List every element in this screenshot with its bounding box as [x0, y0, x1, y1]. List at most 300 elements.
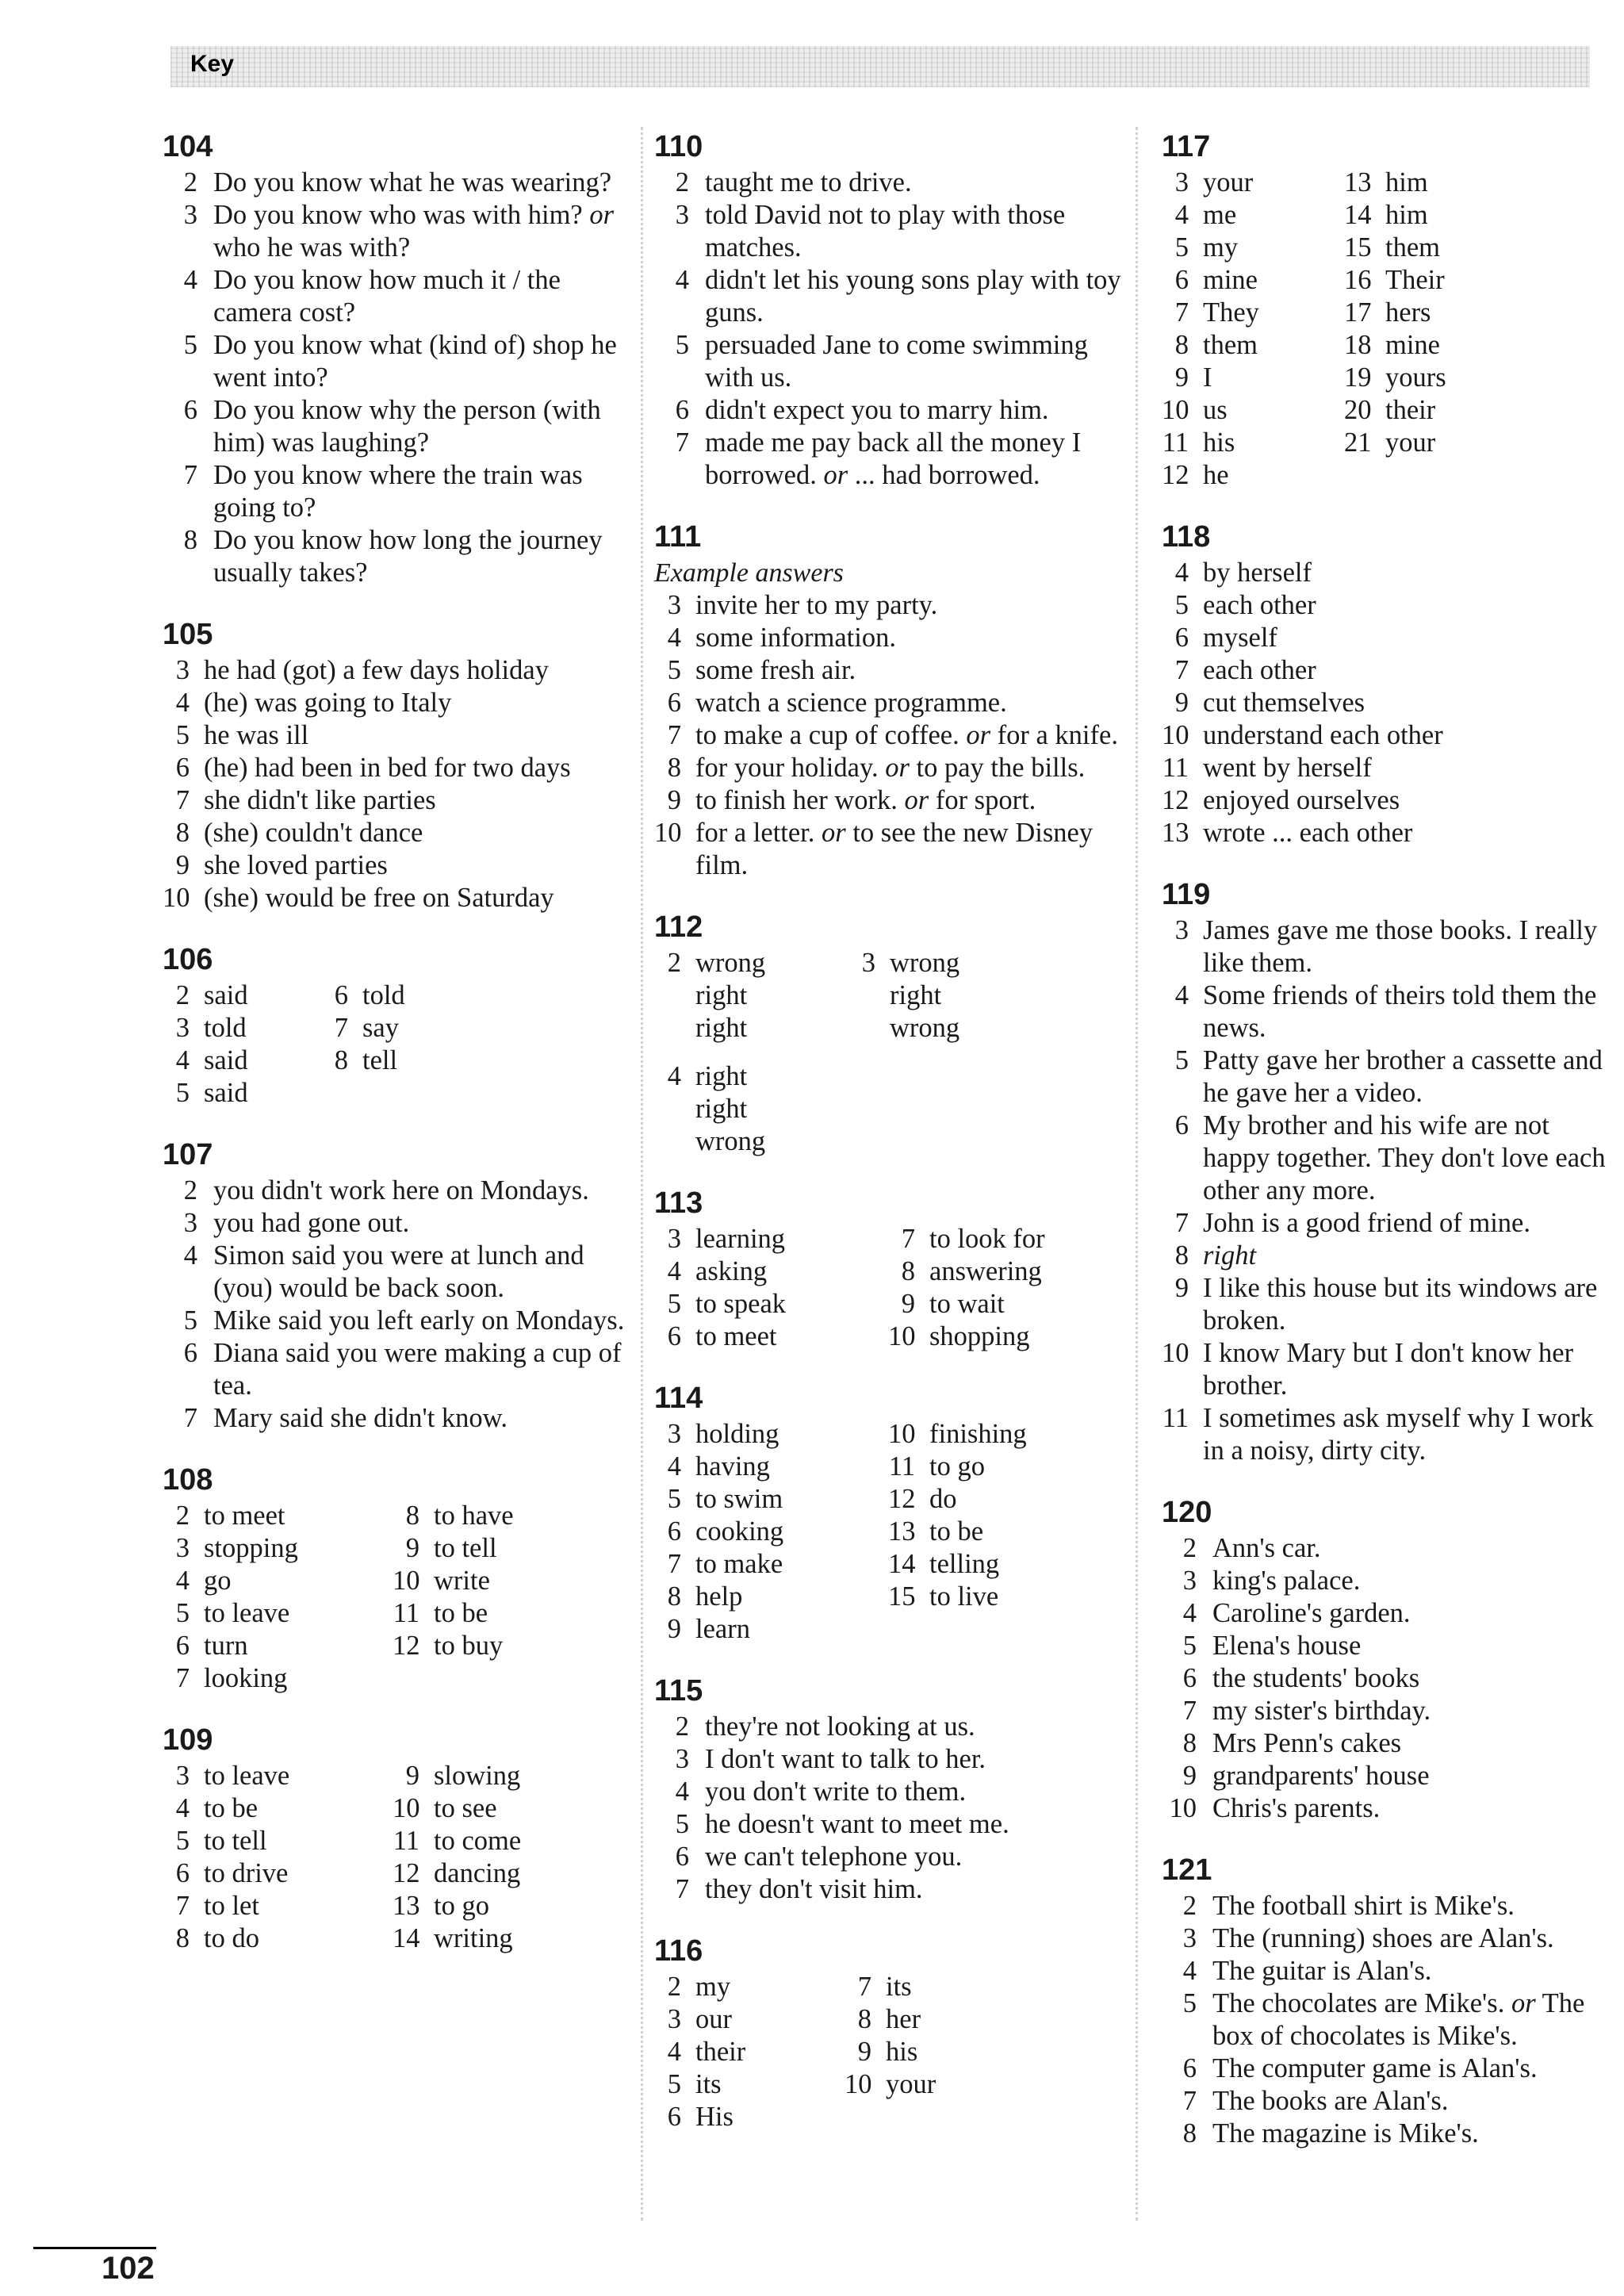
answer-text: Ann's car. [1212, 1533, 1321, 1563]
answer-item [1162, 1630, 1618, 1662]
answer-item [1162, 1890, 1618, 1922]
answer-number: 2 [183, 167, 197, 197]
answer-number: 16 [1344, 265, 1372, 295]
answer-number: 5 [675, 330, 689, 360]
exercise-section [654, 1646, 1130, 1906]
answer-item [1162, 817, 1618, 849]
answer-item [1162, 232, 1344, 264]
answer-item [654, 817, 1130, 882]
answer-item [163, 329, 638, 394]
answer-item [654, 1841, 1130, 1873]
answer-text: Diana said you were making a cup of tea. [213, 1338, 622, 1401]
answer-number: 7 [857, 1972, 871, 2002]
answer-item [654, 1288, 888, 1320]
answer-item [654, 394, 1130, 427]
answer-text: hers [1385, 297, 1431, 328]
answer-item [1162, 1727, 1618, 1760]
answer-number: 12 [1162, 460, 1189, 490]
answer-number: 6 [675, 1842, 689, 1872]
answer-item [163, 1792, 393, 1825]
answer-number: 2 [1182, 1533, 1197, 1563]
answer-number: 10 [393, 1793, 420, 1823]
answer-item [393, 1565, 622, 1597]
answer-number: 3 [1174, 167, 1189, 197]
answer-number: 8 [1174, 330, 1189, 360]
answer-number: 9 [1182, 1761, 1197, 1791]
answer-number: 7 [1182, 1696, 1197, 1726]
answer-text: to tell [204, 1826, 267, 1856]
column-divider [641, 127, 643, 2221]
answer-number: 6 [1174, 623, 1189, 653]
answer-text: I don't want to talk to her. [705, 1744, 986, 1774]
answer-item [1344, 394, 1526, 427]
answer-text: your [1385, 427, 1436, 458]
answer-text: wrong [695, 1126, 766, 1156]
answer-number: 2 [675, 1711, 689, 1742]
section-gap [1162, 1825, 1618, 1842]
answer-number: 4 [175, 1793, 190, 1823]
answer-text: go [204, 1566, 232, 1596]
answer-item [163, 1532, 393, 1565]
section-gap [163, 1695, 638, 1712]
answer-text: right [695, 1094, 748, 1124]
answer-number: 10 [888, 1321, 916, 1351]
answer-text: holding [695, 1419, 779, 1449]
answer-number: 2 [667, 1972, 681, 2002]
answer-item [845, 1971, 1035, 2003]
answer-text: to meet [204, 1501, 285, 1531]
answer-item [654, 1971, 845, 2003]
answer-text: Do you know what (kind of) shop he went into? [213, 330, 617, 393]
answer-number: 3 [183, 200, 197, 230]
answer-text: I know Mary but I don't know her brother. [1203, 1338, 1574, 1401]
answer-text: to leave [204, 1598, 290, 1628]
answer-text: answering [929, 1256, 1042, 1286]
answer-text: you didn't work here on Mondays. [213, 1175, 589, 1205]
section-gap [654, 1646, 1130, 1663]
answer-item [888, 1288, 1122, 1320]
answer-text: The magazine is Mike's. [1212, 2118, 1479, 2148]
answer-text: asking [695, 1256, 768, 1286]
answer-group-row [654, 1060, 1130, 1158]
answer-text: do [929, 1484, 957, 1514]
answer-item [654, 1483, 888, 1516]
answer-item [163, 817, 638, 849]
answer-number: 7 [667, 1549, 681, 1579]
answer-item [163, 784, 638, 817]
answer-text: to come [434, 1826, 522, 1856]
answer-text: myself [1203, 623, 1277, 653]
answer-number: 5 [675, 1809, 689, 1839]
answer-text: Elena's house [1212, 1631, 1362, 1661]
answer-number: 6 [1182, 2053, 1197, 2083]
exercise-number: 112 [654, 910, 703, 944]
answer-item [1162, 687, 1618, 719]
answer-text: telling [929, 1549, 1000, 1579]
answer-item [654, 1223, 888, 1255]
answer-number: 13 [1344, 167, 1372, 197]
answer-item [1162, 914, 1618, 979]
answer-text: right [695, 1013, 748, 1043]
answer-text: enjoyed ourselves [1203, 785, 1400, 815]
answer-text: understand each other [1203, 720, 1443, 750]
answer-text: him [1385, 167, 1428, 197]
answer-number: 3 [675, 1744, 689, 1774]
exercise-section [654, 127, 1130, 492]
answer-item [163, 1045, 321, 1077]
answer-item [654, 1516, 888, 1548]
answer-text: The football shirt is Mike's. [1212, 1891, 1515, 1921]
answer-number: 8 [334, 1045, 348, 1075]
answer-item [1162, 459, 1344, 492]
exercise-section [654, 882, 1130, 1158]
answer-item [1162, 394, 1344, 427]
answer-item [1162, 1110, 1618, 1207]
answer-number: 15 [1344, 232, 1372, 263]
answer-item [393, 1922, 622, 1955]
answer-group [654, 947, 848, 1045]
answer-text: its [886, 1972, 912, 2002]
answer-number: 7 [1182, 2086, 1197, 2116]
exercise-number: 118 [1162, 520, 1211, 554]
answer-text: my [695, 1972, 731, 2002]
answer-number: 5 [667, 1289, 681, 1319]
answer-item [163, 1175, 638, 1207]
answer-grid [654, 1971, 1130, 2133]
answer-item [654, 1093, 1130, 1125]
answer-number: 7 [1174, 655, 1189, 685]
answer-text: right [890, 980, 942, 1010]
answer-item [654, 264, 1130, 329]
answer-text: The computer game is Alan's. [1212, 2053, 1538, 2083]
answer-number: 2 [183, 1175, 197, 1205]
answer-item [1344, 199, 1526, 232]
answer-item [654, 2068, 845, 2101]
answer-number: 14 [1344, 200, 1372, 230]
answer-item [654, 167, 1130, 199]
answer-item [654, 2003, 845, 2036]
answer-text: right [695, 1061, 748, 1091]
answer-item [654, 2036, 845, 2068]
answer-item [1162, 2118, 1618, 2150]
answer-text: Do you know how long the journey usually takes? [213, 525, 603, 588]
answer-number: 3 [1182, 1566, 1197, 1596]
answer-number: 10 [163, 883, 190, 913]
answer-text: Caroline's garden. [1212, 1598, 1411, 1628]
answer-text: stopping [204, 1533, 298, 1563]
answer-number: 2 [1182, 1891, 1197, 1921]
answer-item [1162, 362, 1344, 394]
answer-number: 6 [175, 1631, 190, 1661]
answer-number: 7 [675, 427, 689, 458]
answer-item [1162, 2085, 1618, 2118]
answer-item [654, 719, 1130, 752]
answer-number: 6 [183, 1338, 197, 1368]
answer-number: 4 [667, 1451, 681, 1481]
answer-text: Mike said you left early on Mondays. [213, 1305, 625, 1336]
answer-text: their [695, 2037, 746, 2067]
answer-number: 17 [1344, 297, 1372, 328]
answer-text: he doesn't want to meet me. [705, 1809, 1009, 1839]
answer-text: went by herself [1203, 753, 1372, 783]
answer-text: turn [204, 1631, 248, 1661]
answer-number: 3 [1174, 915, 1189, 945]
answer-item [845, 2003, 1035, 2036]
exercise-number: 117 [1162, 130, 1211, 163]
answer-item [654, 2101, 845, 2133]
answer-number: 8 [175, 1923, 190, 1953]
answer-item [1344, 297, 1526, 329]
answer-number: 8 [405, 1501, 419, 1531]
answer-item [1162, 264, 1344, 297]
answer-number: 6 [175, 1858, 190, 1888]
exercise-number: 109 [163, 1723, 213, 1757]
answer-group [848, 947, 1043, 1045]
answer-number: 11 [1162, 1403, 1189, 1433]
answer-column-1 [163, 119, 638, 1955]
answer-number: 21 [1344, 427, 1372, 458]
answer-number: 7 [675, 1874, 689, 1904]
answer-number: 7 [334, 1013, 348, 1043]
answer-number: 3 [667, 1419, 681, 1449]
answer-text: for a letter. or to see the new Disney film. [695, 818, 1094, 880]
answer-text: to be [204, 1793, 259, 1823]
answer-number: 3 [861, 948, 875, 978]
answer-number: 3 [175, 1533, 190, 1563]
answer-number: 11 [888, 1451, 915, 1481]
answer-number: 9 [1174, 688, 1189, 718]
section-gap [654, 1353, 1130, 1370]
answer-item [163, 1630, 393, 1662]
answer-item [1162, 1565, 1618, 1597]
answer-item [1162, 427, 1344, 459]
answer-item [888, 1548, 1122, 1581]
answer-number: 8 [857, 2004, 871, 2034]
answer-item [654, 784, 1130, 817]
answer-number: 3 [175, 655, 190, 685]
answer-text: finishing [929, 1419, 1027, 1449]
answer-item [1162, 1955, 1618, 1987]
answer-number: 4 [667, 1256, 681, 1286]
answer-item [1162, 1207, 1618, 1240]
answer-text: to do [204, 1923, 259, 1953]
answer-text: invite her to my party. [695, 590, 938, 620]
answer-item [1162, 784, 1618, 817]
answer-item [654, 1451, 888, 1483]
answer-number: 4 [1174, 558, 1189, 588]
answer-item [888, 1320, 1122, 1353]
answer-text: learning [695, 1224, 786, 1254]
answer-text: The books are Alan's. [1212, 2086, 1449, 2116]
answer-number: 10 [654, 818, 682, 848]
answer-text: help [695, 1581, 743, 1612]
answer-text: dancing [434, 1858, 521, 1888]
answer-number: 8 [667, 753, 681, 783]
answer-grid [163, 979, 638, 1110]
answer-text: Do you know how much it / the camera cost? [213, 265, 561, 328]
answer-text: yours [1385, 362, 1446, 393]
exercise-number: 104 [163, 130, 213, 163]
answer-number: 2 [667, 948, 681, 978]
answer-text: them [1385, 232, 1440, 263]
answer-item [845, 2036, 1035, 2068]
section-gap [654, 492, 1130, 509]
answer-number: 3 [175, 1761, 190, 1791]
answer-text: us [1203, 395, 1228, 425]
answer-text: you don't write to them. [705, 1777, 967, 1807]
answer-text: taught me to drive. [705, 167, 912, 197]
answer-item [163, 167, 638, 199]
answer-number: 5 [667, 655, 681, 685]
answer-text: told [362, 980, 405, 1010]
answer-number: 19 [1344, 362, 1372, 393]
answer-item [163, 1760, 393, 1792]
answer-number: 4 [1182, 1598, 1197, 1628]
answer-text: your [1203, 167, 1254, 197]
exercise-number: 105 [163, 618, 213, 651]
answer-number: 5 [183, 1305, 197, 1336]
answer-text: The (running) shoes are Alan's. [1212, 1923, 1554, 1953]
answer-number: 9 [857, 2037, 871, 2067]
answer-number: 8 [1182, 2118, 1197, 2148]
section-gap [163, 1110, 638, 1127]
answer-item [163, 979, 321, 1012]
answer-number: 4 [675, 1777, 689, 1807]
answer-item [1344, 329, 1526, 362]
answer-text: I like this house but its windows are broken. [1203, 1273, 1598, 1336]
answer-number: 4 [667, 623, 681, 653]
answer-item [393, 1792, 622, 1825]
answer-item [1162, 2053, 1618, 2085]
answer-text: she didn't like parties [204, 785, 436, 815]
answer-item [654, 654, 1130, 687]
answer-number: 4 [667, 2037, 681, 2067]
answer-text: each other [1203, 590, 1316, 620]
answer-item [848, 1012, 1043, 1045]
answer-item [1162, 1987, 1618, 2053]
answer-item [1162, 589, 1618, 622]
answer-group [654, 1060, 1130, 1158]
answer-number: 7 [175, 1891, 190, 1921]
answer-number: 13 [1162, 818, 1189, 848]
answer-item [1162, 1532, 1618, 1565]
answer-number: 12 [393, 1631, 420, 1661]
answer-text: My brother and his wife are not happy together. They don't love each other any more. [1203, 1110, 1606, 1205]
answer-text: to see [434, 1793, 497, 1823]
answer-text: we can't telephone you. [705, 1842, 963, 1872]
exercise-section [1162, 492, 1618, 849]
answer-item [654, 1255, 888, 1288]
header-label: Key [190, 51, 235, 77]
answer-item [393, 1890, 622, 1922]
answer-number: 5 [1182, 1988, 1197, 2018]
answer-grid [654, 1418, 1130, 1646]
exercise-number: 114 [654, 1382, 703, 1415]
answer-number: 12 [888, 1484, 916, 1514]
answer-item [163, 1922, 393, 1955]
answer-item [654, 329, 1130, 394]
exercise-section [163, 589, 638, 914]
answer-number: 5 [183, 330, 197, 360]
answer-text: Chris's parents. [1212, 1793, 1381, 1823]
answer-text: to live [929, 1581, 999, 1612]
answer-text: The chocolates are Mike's. or The box of chocolates is Mike's. [1212, 1988, 1585, 2051]
answer-text: to look for [929, 1224, 1045, 1254]
answer-item [654, 752, 1130, 784]
answer-number: 5 [667, 1484, 681, 1514]
answer-text: Their [1385, 265, 1445, 295]
answer-item [163, 264, 638, 329]
answer-text: Patty gave her brother a cassette and he gave her a video. [1203, 1045, 1603, 1108]
exercise-section [1162, 127, 1618, 492]
answer-item [1344, 362, 1526, 394]
answer-number: 2 [675, 167, 689, 197]
answer-number: 9 [1174, 1273, 1189, 1303]
answer-text: tell [362, 1045, 398, 1075]
answer-text: slowing [434, 1761, 521, 1791]
answer-number: 8 [183, 525, 197, 555]
answer-text: Mrs Penn's cakes [1212, 1728, 1402, 1758]
answer-item [654, 1808, 1130, 1841]
answer-item [654, 979, 848, 1012]
answer-number: 15 [888, 1581, 916, 1612]
answer-item [163, 719, 638, 752]
exercise-number: 115 [654, 1674, 703, 1708]
answer-text: to leave [204, 1761, 290, 1791]
answer-item [321, 979, 480, 1012]
answer-item [163, 1012, 321, 1045]
answer-number: 3 [175, 1013, 190, 1043]
answer-text: they're not looking at us. [705, 1711, 975, 1742]
answer-text: (he) had been in bed for two days [204, 753, 571, 783]
answer-text: me [1203, 200, 1237, 230]
answer-text: to swim [695, 1484, 783, 1514]
answer-item [1162, 719, 1618, 752]
answer-text: you had gone out. [213, 1208, 410, 1238]
answer-text: I sometimes ask myself why I work in a noisy, dirty city. [1203, 1403, 1594, 1466]
answer-number: 6 [667, 688, 681, 718]
answer-text: Do you know who was with him? or who he was with? [213, 200, 615, 263]
answer-item [654, 199, 1130, 264]
answer-number: 6 [334, 980, 348, 1010]
column-divider [1136, 127, 1138, 2221]
answer-grid [163, 1760, 638, 1955]
answer-number: 8 [175, 818, 190, 848]
answer-groups [654, 947, 1130, 1158]
answer-number: 4 [183, 265, 197, 295]
exercise-section [163, 127, 638, 589]
answer-number: 5 [667, 2069, 681, 2099]
answer-text: persuaded Jane to come swimming with us. [705, 330, 1088, 393]
answer-number: 4 [675, 265, 689, 295]
answer-item [163, 1857, 393, 1890]
answer-item [654, 1125, 1130, 1158]
answer-number: 4 [667, 1061, 681, 1091]
page-number: 102 [102, 2251, 155, 2286]
answer-number: 7 [1174, 297, 1189, 328]
exercise-section [654, 1353, 1130, 1646]
answer-number: 6 [183, 395, 197, 425]
exercise-section [163, 1435, 638, 1695]
answer-item [1162, 1695, 1618, 1727]
answer-item [1162, 329, 1344, 362]
answer-item [654, 1873, 1130, 1906]
answer-number: 9 [1174, 362, 1189, 393]
exercise-section [163, 914, 638, 1110]
answer-text: right [1203, 1240, 1257, 1271]
answer-grid [654, 1223, 1130, 1353]
answer-text: (he) was going to Italy [204, 688, 452, 718]
